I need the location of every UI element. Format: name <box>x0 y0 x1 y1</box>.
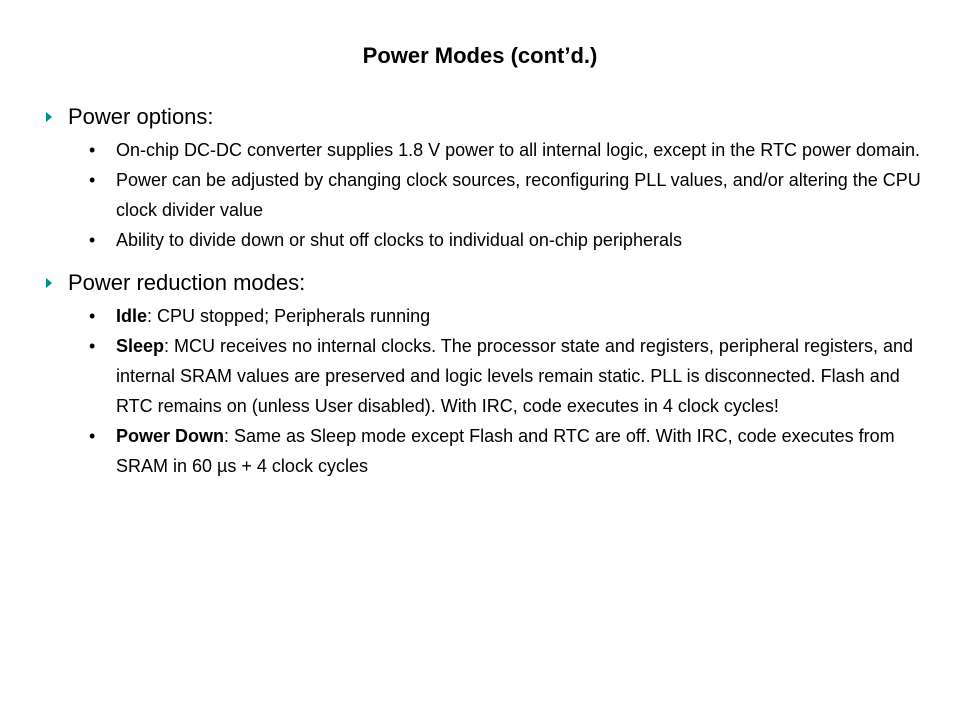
slide-content <box>42 99 922 491</box>
section-header <box>42 265 922 301</box>
mode-term: Sleep <box>116 336 165 356</box>
section-power-options <box>42 99 922 255</box>
bullet-dot-icon: • <box>89 140 96 160</box>
bullet-text: Power can be adjusted by changing clock sources, reconfiguring PLL values, and/or altering the CPU clock divider value <box>116 170 921 220</box>
bullet-text: : MCU receives no internal clocks. The processor state and registers, peripheral registers, and internal SRAM values are preserved and logic levels remain static. PLL is disconnected. Flash and RTC remains on (unless User disabled). With IRC, code executes in 4 clock cycles! <box>116 336 914 416</box>
bullet-text: On-chip DC-DC converter supplies 1.8 V power to all internal logic, except in the RTC power domain. <box>116 140 921 160</box>
triangle-bullet-icon <box>46 278 52 288</box>
list-item <box>42 225 922 255</box>
bullet-text: : CPU stopped; Peripherals running <box>147 306 431 326</box>
bullet-text: : Same as Sleep mode except Flash and RTC are off. With IRC, code executes from SRAM in 60 µs + 4 clock cycles <box>116 426 895 476</box>
mode-term: Idle <box>116 306 148 326</box>
mode-term: Power Down <box>116 426 225 446</box>
slide-title: Power Modes (cont’d.) <box>362 43 598 68</box>
list-item <box>42 135 922 165</box>
section-header <box>42 99 922 135</box>
bullet-dot-icon: • <box>89 170 96 190</box>
section-power-reduction-modes <box>42 265 922 481</box>
list-item <box>42 421 922 481</box>
bullet-dot-icon: • <box>89 426 96 446</box>
list-item <box>42 331 922 421</box>
list-item <box>42 165 922 225</box>
list-item <box>42 301 922 331</box>
bullet-text: Ability to divide down or shut off clocks to individual on-chip peripherals <box>116 230 682 250</box>
section-heading: Power reduction modes: <box>68 270 306 295</box>
bullet-list <box>42 301 922 481</box>
section-heading: Power options: <box>68 104 214 129</box>
bullet-dot-icon: • <box>89 336 96 356</box>
bullet-dot-icon: • <box>89 306 96 326</box>
bullet-dot-icon: • <box>89 230 96 250</box>
bullet-list <box>42 135 922 255</box>
triangle-bullet-icon <box>46 112 52 122</box>
